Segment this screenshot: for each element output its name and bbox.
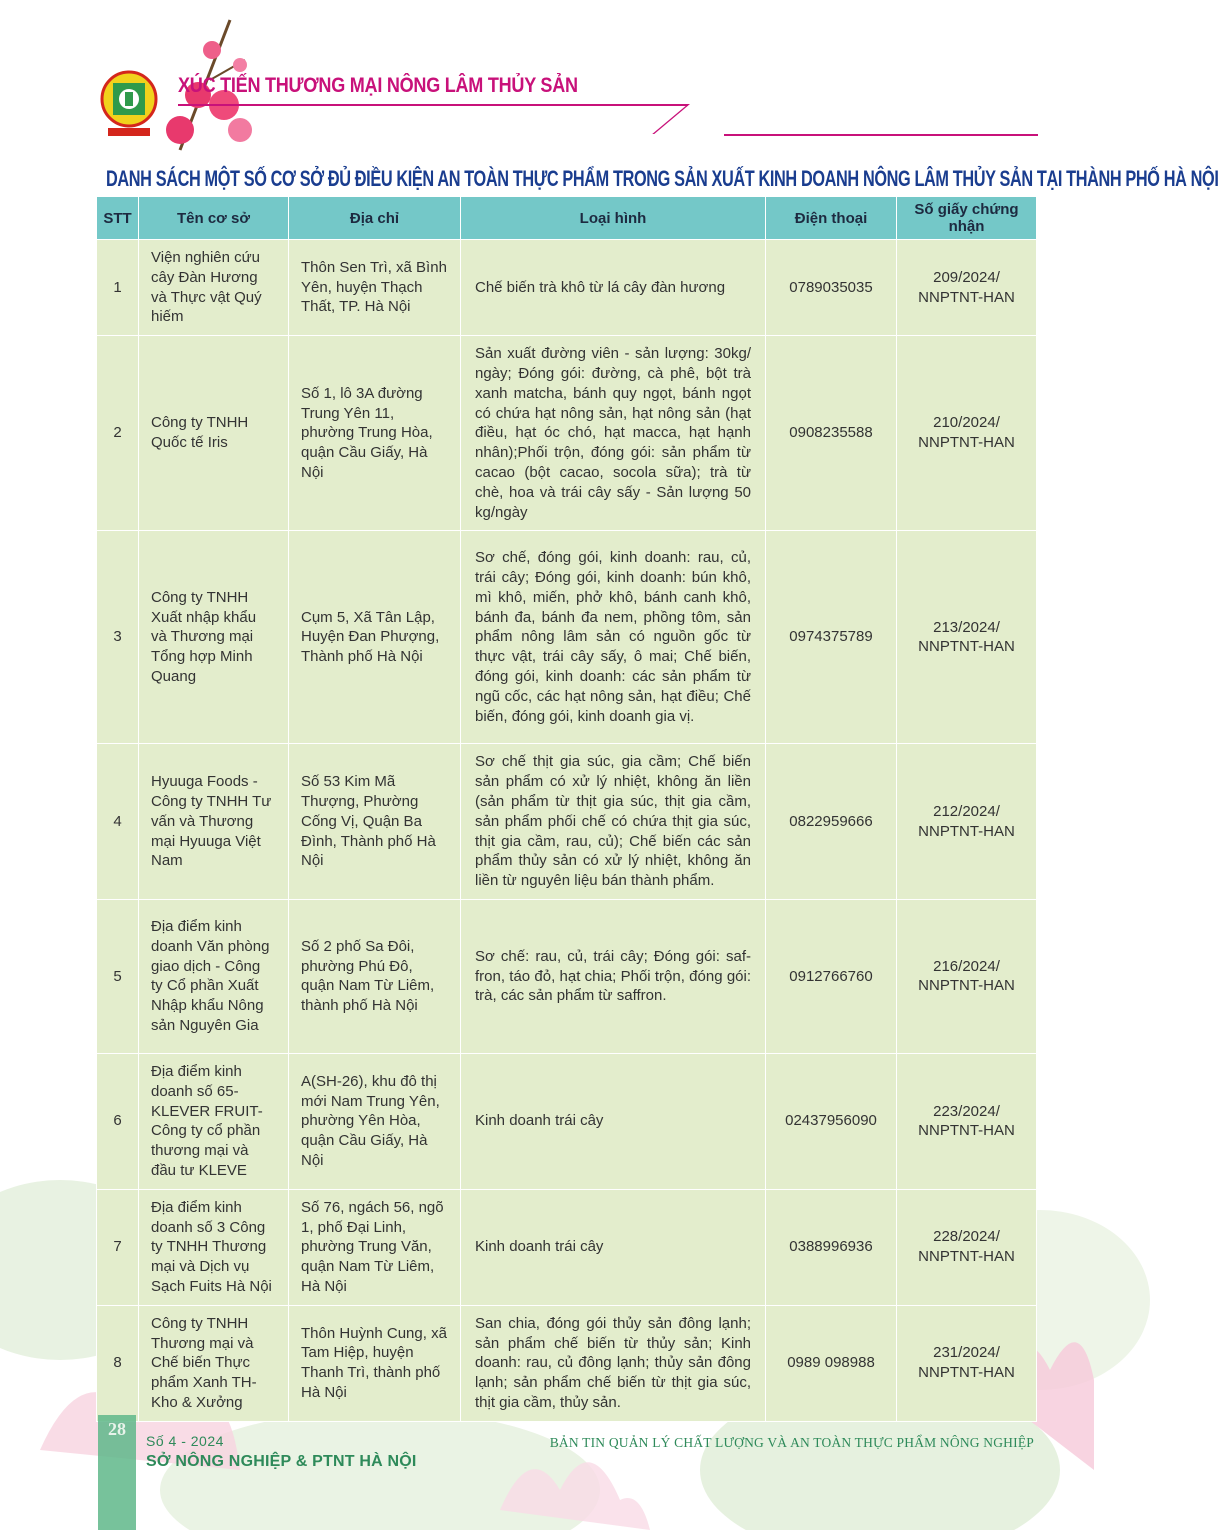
cell-certificate: 212/2024/ NNPTNT-HAN [897, 744, 1037, 900]
cell-type: Sơ chế, đóng gói, kinh doanh: rau, củ, trái cây; Đóng gói, kinh doanh: bún khô, mì khô, miến, phở khô, bánh canh khô, bánh đa, bánh đa nem, phồng tôm, sản phẩm nông lâm sản có nguồn gốc từ thực vật, trái cây sấy, ô mai; Chế biến, đóng gói, kinh doanh: các sản phẩm từ ngũ cốc, các hạt nông sản, hạt điều; Chế biến, đóng gói, kinh doanh gia vị. [461, 531, 766, 744]
cell-address: Thôn Huỳnh Cung, xã Tam Hiệp, huyện Thanh Trì, thành phố Hà Nội [289, 1305, 461, 1421]
cell-phone: 0989 098988 [766, 1305, 897, 1421]
cell-stt: 2 [97, 336, 139, 531]
cell-certificate: 213/2024/ NNPTNT-HAN [897, 531, 1037, 744]
cell-type: Sản xuất đường viên - sản lượng: 30kg/ ngày; Đóng gói: đường, cà phê, bột trà xanh matcha, bánh quy ngọt, bánh ngọt có chứa hạt nông sản, hạt nông sản (hạt điều, hạt óc chó, hạt macca, hạt hạnh nhân);Phối trộn, đóng gói: sản phẩm từ cacao (bột cacao, socola sữa); trà từ chè, hoa và trái cây sấy - Sản lượng 50 kg/ngày [461, 336, 766, 531]
cell-certificate: 223/2024/ NNPTNT-HAN [897, 1053, 1037, 1189]
cell-stt: 4 [97, 744, 139, 900]
cell-address: Cụm 5, Xã Tân Lập, Huyện Đan Phượng, Thành phố Hà Nội [289, 531, 461, 744]
cell-name: Địa điểm kinh doanh Văn phòng giao dịch - Công ty Cổ phần Xuất Nhập khẩu Nông sản Nguyên Gia [139, 899, 289, 1053]
cell-stt: 3 [97, 531, 139, 744]
cell-name: Hyuuga Foods - Công ty TNHH Tư vấn và Thương mại Hyuuga Việt Nam [139, 744, 289, 900]
cell-stt: 5 [97, 899, 139, 1053]
cell-type: San chia, đóng gói thủy sản đông lạnh; sản phẩm chế biến từ thủy sản; Kinh doanh: rau, củ đông lạnh; thủy sản đông lạnh; sản phẩm chế biến từ thịt gia súc, thịt gia cầm, thủy sản. [461, 1305, 766, 1421]
column-header-certificate: Số giấy chứng nhận [897, 197, 1037, 240]
cell-certificate: 209/2024/ NNPTNT-HAN [897, 240, 1037, 336]
cell-certificate: 216/2024/ NNPTNT-HAN [897, 899, 1037, 1053]
cell-stt: 7 [97, 1189, 139, 1305]
cell-stt: 6 [97, 1053, 139, 1189]
cell-address: A(SH-26), khu đô thị mới Nam Trung Yên, phường Yên Hòa, quận Cầu Giấy, Hà Nội [289, 1053, 461, 1189]
cell-type: Sơ chế: rau, củ, trái cây; Đóng gói: saf- fron, táo đỏ, hạt chia; Phối trộn, đóng gói: trà, các sản phẩm từ saffron. [461, 899, 766, 1053]
cell-address: Thôn Sen Trì, xã Bình Yên, huyện Thạch Thất, TP. Hà Nội [289, 240, 461, 336]
cell-phone: 02437956090 [766, 1053, 897, 1189]
table-row [97, 1189, 1037, 1305]
cell-phone: 0822959666 [766, 744, 897, 900]
department-name: SỞ NÔNG NGHIỆP & PTNT HÀ NỘI [146, 1453, 417, 1470]
cell-type: Chế biến trà khô từ lá cây đàn hương [461, 240, 766, 336]
cell-type: Kinh doanh trái cây [461, 1053, 766, 1189]
cell-certificate: 210/2024/ NNPTNT-HAN [897, 336, 1037, 531]
header-divider-right [724, 134, 1038, 136]
cell-name: Địa điểm kinh doanh số 65-KLEVER FRUIT-Công ty cổ phần thương mại và đầu tư KLEVE [139, 1053, 289, 1189]
table-row [97, 531, 1037, 744]
header-divider-slant [652, 104, 690, 134]
cell-address: Số 1, lô 3A đường Trung Yên 11, phường Trung Hòa, quận Cầu Giấy, Hà Nội [289, 336, 461, 531]
page-number: 28 [108, 1419, 126, 1439]
cell-name: Viện nghiên cứu cây Đàn Hương và Thực vật Quý hiếm [139, 240, 289, 336]
hanoi-agriculture-logo-icon [100, 70, 158, 138]
table-row [97, 1305, 1037, 1421]
column-header-stt: STT [97, 197, 139, 240]
cell-phone: 0908235588 [766, 336, 897, 531]
cell-stt: 1 [97, 240, 139, 336]
column-header-type: Loại hình [461, 197, 766, 240]
cell-name: Công ty TNHH Xuất nhập khẩu và Thương mại Tổng hợp Minh Quang [139, 531, 289, 744]
cell-address: Số 76, ngách 56, ngõ 1, phố Đại Linh, phường Trung Văn, quận Nam Từ Liêm, Hà Nội [289, 1189, 461, 1305]
cell-phone: 0912766760 [766, 899, 897, 1053]
cell-phone: 0388996936 [766, 1189, 897, 1305]
cell-type: Kinh doanh trái cây [461, 1189, 766, 1305]
section-title: XÚC TIẾN THƯƠNG MẠI NÔNG LÂM THỦY SẢN [178, 74, 578, 97]
bulletin-title: BẢN TIN QUẢN LÝ CHẤT LƯỢNG VÀ AN TOÀN THỰC PHẨM NÔNG NGHIỆP [549, 1435, 1034, 1450]
header-divider [178, 104, 688, 106]
cell-phone: 0789035035 [766, 240, 897, 336]
table-row [97, 744, 1037, 900]
table-row [97, 336, 1037, 531]
cell-address: Số 2 phố Sa Đôi, phường Phú Đô, quận Nam Từ Liêm, thành phố Hà Nội [289, 899, 461, 1053]
cell-name: Công ty TNHH Thương mại và Chế biến Thực phẩm Xanh TH-Kho & Xưởng [139, 1305, 289, 1421]
cell-name: Địa điểm kinh doanh số 3 Công ty TNHH Thương mại và Dịch vụ Sạch Fuits Hà Nội [139, 1189, 289, 1305]
cell-certificate: 228/2024/ NNPTNT-HAN [897, 1189, 1037, 1305]
cell-certificate: 231/2024/ NNPTNT-HAN [897, 1305, 1037, 1421]
table-row [97, 899, 1037, 1053]
cell-name: Công ty TNHH Quốc tế Iris [139, 336, 289, 531]
column-header-name: Tên cơ sở [139, 197, 289, 240]
table-row [97, 240, 1037, 336]
table-row [97, 1053, 1037, 1189]
issue-label: Số 4 - 2024 [146, 1433, 224, 1449]
table-header-row [97, 197, 1037, 240]
cell-phone: 0974375789 [766, 531, 897, 744]
cell-type: Sơ chế thịt gia súc, gia cầm; Chế biến sản phẩm có xử lý nhiệt, không ăn liền (sản phẩm từ thịt gia súc, thịt gia cầm, sản phẩm phối chế có chứa thịt gia súc, thịt gia cầm, rau, củ); Chế biến các sản phẩm thủy sản có xử lý nhiệt, không ăn liền từ nguyên liệu bán thành phẩm. [461, 744, 766, 900]
column-header-address: Địa chỉ [289, 197, 461, 240]
page-header [0, 0, 1219, 200]
cell-stt: 8 [97, 1305, 139, 1421]
page-footer [0, 1405, 1094, 1530]
page-heading: DANH SÁCH MỘT SỐ CƠ SỞ ĐỦ ĐIỀU KIỆN AN TOÀN THỰC PHẨM TRONG SẢN XUẤT KINH DOANH NÔNG LÂM THỦY SẢN TẠI THÀNH PHỐ HÀ NỘI [106, 166, 1219, 191]
cell-address: Số 53 Kim Mã Thượng, Phường Cống Vị, Quận Ba Đình, Thành phố Hà Nội [289, 744, 461, 900]
column-header-phone: Điện thoại [766, 197, 897, 240]
facility-table [96, 197, 1037, 1422]
